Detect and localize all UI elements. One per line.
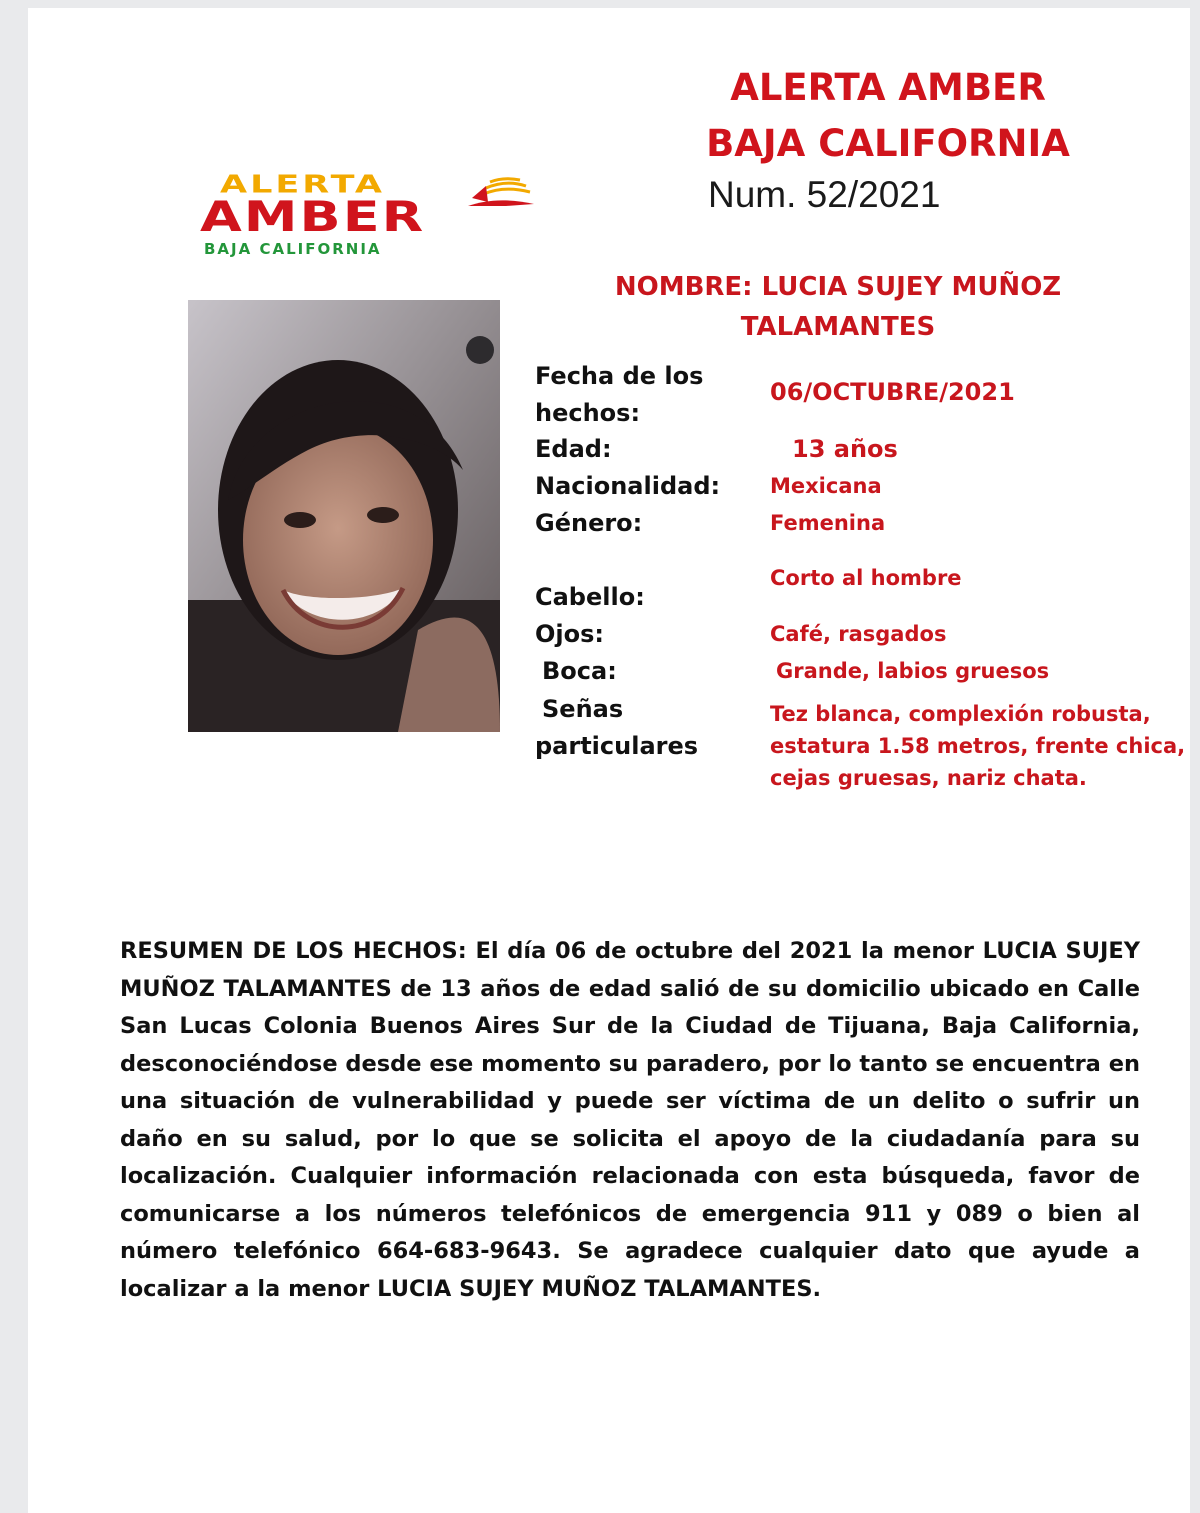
logo-word-alerta: ALERTA [220, 170, 385, 199]
value-senas-line3: cejas gruesas, nariz chata. [770, 766, 1087, 790]
value-fecha: 06/OCTUBRE/2021 [770, 378, 1015, 406]
value-ojos: Café, rasgados [770, 622, 947, 646]
summary-body: El día 06 de octubre del 2021 la menor LUCIA SUJEY MUÑOZ TALAMANTES de 13 años de edad salió de su domicilio ubicado en Calle San Lucas Colonia Buenos Aires Sur de la Ciudad de Tijuana, Baja California, desconociéndose desde ese momento su paradero, por lo tanto se encuentra en una situación de vulnerabilidad y puede ser víctima de un delito o sufrir un daño en su salud, por lo que se solicita el apoyo de la ciudadanía para su localización. Cualquier información relacionada con esta búsqueda, favor de comunicarse a los números telefónicos de emergencia 911 y 089 o bien al número telefónico 664-683-9643. Se agradece cualquier dato que ayude a localizar a la menor LUCIA SUJEY MUÑOZ TALAMANTES. [120, 938, 1140, 1302]
alert-document-page [28, 8, 1190, 1513]
eagle-wing-icon [466, 176, 536, 216]
summary-heading: RESUMEN DE LOS HECHOS: [120, 938, 467, 964]
value-edad: 13 años [792, 435, 898, 463]
person-name-line2: TALAMANTES [740, 312, 936, 342]
value-genero: Femenina [770, 511, 886, 535]
label-nacionalidad: Nacionalidad: [535, 472, 721, 500]
logo-word-amber: AMBER [200, 192, 426, 242]
logo-word-region: BAJA CALIFORNIA [204, 240, 382, 258]
label-ojos: Ojos: [535, 620, 604, 648]
amber-alert-logo [198, 168, 538, 268]
alert-number: Num. 52/2021 [708, 174, 941, 215]
person-name-line1: NOMBRE: LUCIA SUJEY MUÑOZ [614, 272, 1062, 302]
alert-title: ALERTA AMBER [730, 66, 1046, 109]
value-cabello: Corto al hombre [770, 566, 962, 590]
label-boca: Boca: [542, 657, 617, 685]
value-senas-line1: Tez blanca, complexión robusta, [770, 702, 1151, 726]
label-senas-line2: particulares [535, 732, 699, 760]
label-cabello: Cabello: [535, 583, 645, 611]
summary-paragraph [120, 933, 1140, 1308]
value-senas-line2: estatura 1.58 metros, frente chica, [770, 734, 1186, 758]
label-edad: Edad: [535, 435, 612, 463]
label-senas-line1: Señas [542, 695, 624, 723]
value-nacionalidad: Mexicana [770, 474, 882, 498]
child-portrait-icon [188, 300, 500, 732]
label-genero: Género: [535, 509, 643, 537]
label-fecha-line1: Fecha de los [535, 362, 704, 390]
label-fecha-line2: hechos: [535, 399, 641, 427]
region-title: BAJA CALIFORNIA [706, 122, 1070, 165]
value-boca: Grande, labios gruesos [776, 659, 1050, 683]
missing-person-photo [188, 300, 500, 732]
